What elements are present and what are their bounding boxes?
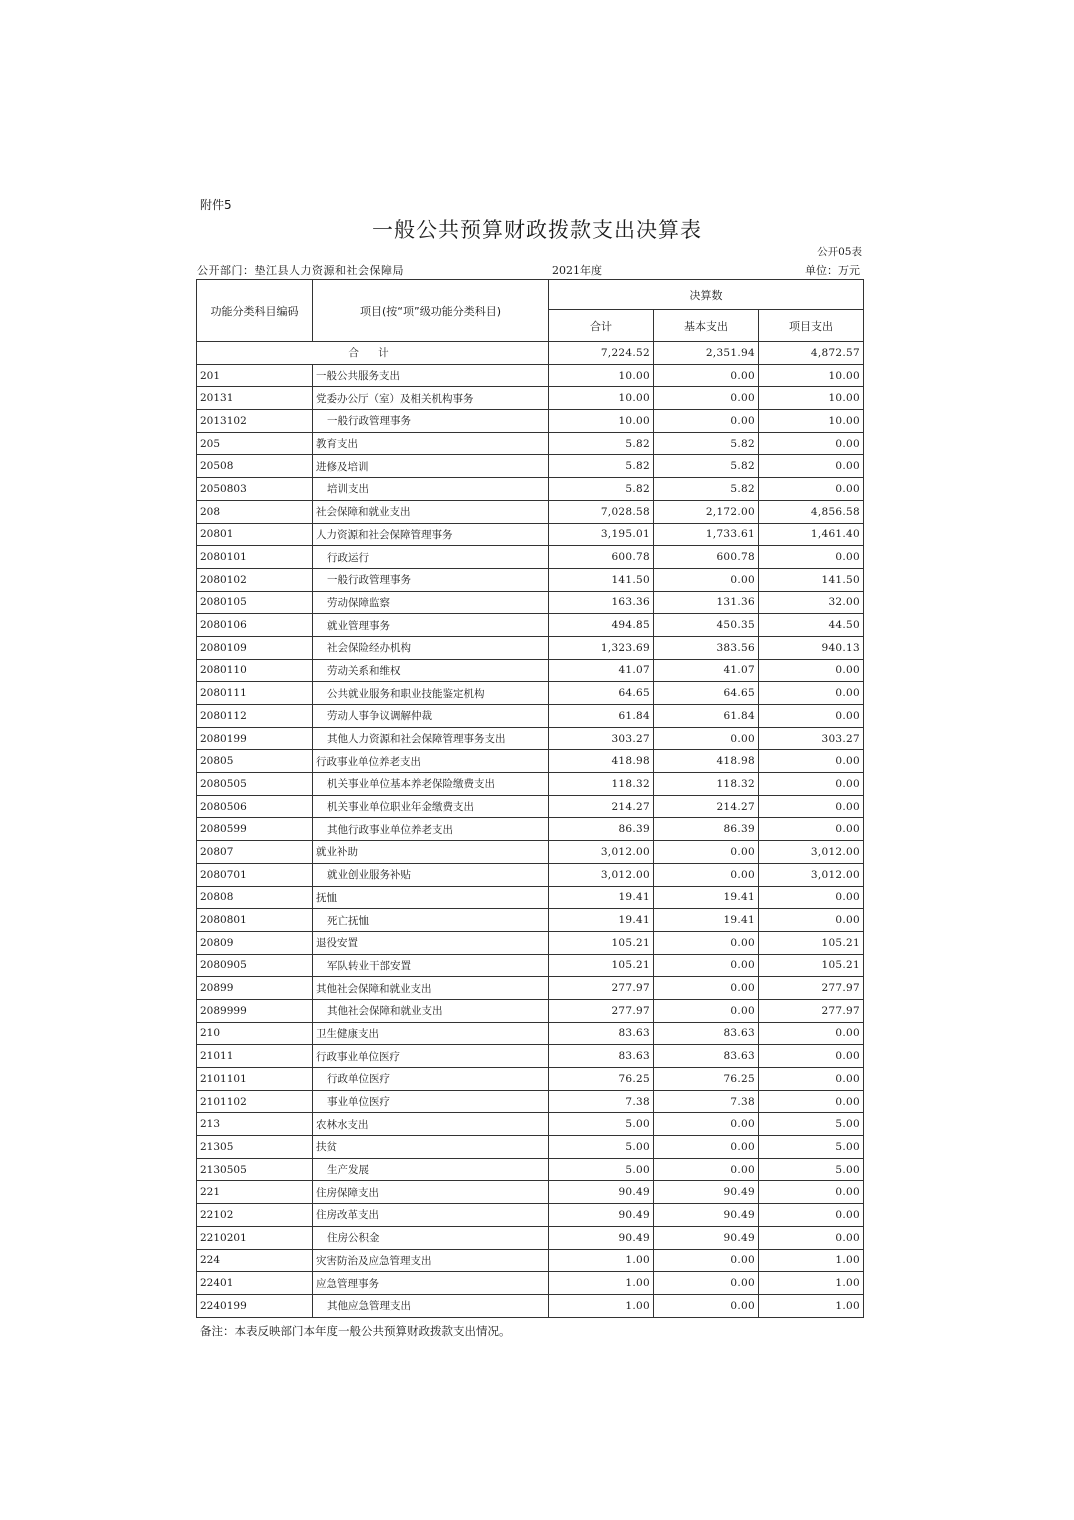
row-project: 940.13 <box>759 636 864 659</box>
row-name: 扶贫 <box>313 1136 549 1159</box>
row-basic: 76.25 <box>654 1068 759 1091</box>
table-row <box>197 455 864 478</box>
row-total: 105.21 <box>549 954 654 977</box>
table-row <box>197 977 864 1000</box>
row-total: 7,028.58 <box>549 500 654 523</box>
row-name: 就业补助 <box>313 841 549 864</box>
table-row <box>197 636 864 659</box>
row-basic: 1,733.61 <box>654 523 759 546</box>
row-project: 0.00 <box>759 773 864 796</box>
row-code: 2130505 <box>197 1158 313 1181</box>
table-row <box>197 750 864 773</box>
attachment-label: 附件5 <box>200 198 232 212</box>
total-label: 合 计 <box>197 342 549 365</box>
row-name: 其他社会保障和就业支出 <box>313 999 549 1022</box>
row-code: 2210201 <box>197 1226 313 1249</box>
row-name: 生产发展 <box>313 1158 549 1181</box>
row-code: 224 <box>197 1249 313 1272</box>
row-project: 277.97 <box>759 999 864 1022</box>
row-name: 公共就业服务和职业技能鉴定机构 <box>313 682 549 705</box>
row-project: 0.00 <box>759 432 864 455</box>
row-project: 32.00 <box>759 591 864 614</box>
row-project: 277.97 <box>759 977 864 1000</box>
header-basic: 基本支出 <box>654 310 759 342</box>
row-total: 83.63 <box>549 1022 654 1045</box>
row-project: 3,012.00 <box>759 841 864 864</box>
row-basic: 0.00 <box>654 387 759 410</box>
row-name: 灾害防治及应急管理支出 <box>313 1249 549 1272</box>
row-name: 进修及培训 <box>313 455 549 478</box>
row-total: 163.36 <box>549 591 654 614</box>
header-group: 决算数 <box>549 280 864 310</box>
row-basic: 0.00 <box>654 1249 759 1272</box>
row-total: 86.39 <box>549 818 654 841</box>
row-code: 22401 <box>197 1272 313 1295</box>
table-row <box>197 705 864 728</box>
row-basic: 131.36 <box>654 591 759 614</box>
row-total: 83.63 <box>549 1045 654 1068</box>
row-basic: 214.27 <box>654 795 759 818</box>
row-name: 教育支出 <box>313 432 549 455</box>
row-basic: 0.00 <box>654 1113 759 1136</box>
table-row <box>197 1294 864 1317</box>
row-code: 20508 <box>197 455 313 478</box>
row-name: 其他行政事业单位养老支出 <box>313 818 549 841</box>
row-project: 0.00 <box>759 886 864 909</box>
row-project: 3,012.00 <box>759 863 864 886</box>
row-total: 19.41 <box>549 909 654 932</box>
row-total: 64.65 <box>549 682 654 705</box>
row-name: 其他人力资源和社会保障管理事务支出 <box>313 727 549 750</box>
row-project: 0.00 <box>759 1204 864 1227</box>
row-code: 2080505 <box>197 773 313 796</box>
row-code: 2080111 <box>197 682 313 705</box>
row-project: 1.00 <box>759 1272 864 1295</box>
table-row <box>197 1045 864 1068</box>
footnote: 备注：本表反映部门本年度一般公共预算财政拨款支出情况。 <box>200 1324 511 1338</box>
table-row <box>197 614 864 637</box>
row-basic: 118.32 <box>654 773 759 796</box>
table-row <box>197 909 864 932</box>
row-name: 党委办公厅（室）及相关机构事务 <box>313 387 549 410</box>
table-row <box>197 1113 864 1136</box>
table-row <box>197 841 864 864</box>
row-total: 5.82 <box>549 455 654 478</box>
row-code: 2080801 <box>197 909 313 932</box>
row-project: 0.00 <box>759 1022 864 1045</box>
row-total: 5.82 <box>549 478 654 501</box>
row-code: 201 <box>197 364 313 387</box>
row-total: 277.97 <box>549 999 654 1022</box>
row-name: 退役安置 <box>313 931 549 954</box>
row-basic: 0.00 <box>654 841 759 864</box>
table-row <box>197 1158 864 1181</box>
table-row <box>197 568 864 591</box>
table-row <box>197 591 864 614</box>
total-total: 7,224.52 <box>549 342 654 365</box>
row-project: 0.00 <box>759 455 864 478</box>
row-name: 其他社会保障和就业支出 <box>313 977 549 1000</box>
row-total: 1.00 <box>549 1249 654 1272</box>
row-project: 0.00 <box>759 682 864 705</box>
row-code: 210 <box>197 1022 313 1045</box>
total-basic: 2,351.94 <box>654 342 759 365</box>
row-code: 2080102 <box>197 568 313 591</box>
total-row <box>197 342 864 365</box>
row-total: 3,012.00 <box>549 841 654 864</box>
row-name: 行政事业单位养老支出 <box>313 750 549 773</box>
row-name: 住房公积金 <box>313 1226 549 1249</box>
row-code: 2080109 <box>197 636 313 659</box>
row-code: 213 <box>197 1113 313 1136</box>
table-row <box>197 773 864 796</box>
row-name: 就业创业服务补贴 <box>313 863 549 886</box>
table-row <box>197 727 864 750</box>
table-row <box>197 1022 864 1045</box>
row-basic: 0.00 <box>654 1158 759 1181</box>
row-name: 行政运行 <box>313 546 549 569</box>
row-code: 21011 <box>197 1045 313 1068</box>
row-project: 0.00 <box>759 1181 864 1204</box>
expenditure-table <box>196 279 864 1318</box>
row-project: 1,461.40 <box>759 523 864 546</box>
row-project: 10.00 <box>759 410 864 433</box>
table-row <box>197 1068 864 1091</box>
unit-label: 单位：万元 <box>805 264 860 277</box>
row-total: 61.84 <box>549 705 654 728</box>
header-code: 功能分类科目编码 <box>197 280 313 342</box>
row-project: 4,856.58 <box>759 500 864 523</box>
row-project: 105.21 <box>759 954 864 977</box>
row-basic: 64.65 <box>654 682 759 705</box>
row-total: 105.21 <box>549 931 654 954</box>
total-project: 4,872.57 <box>759 342 864 365</box>
table-row <box>197 954 864 977</box>
row-name: 死亡抚恤 <box>313 909 549 932</box>
row-name: 住房改革支出 <box>313 1204 549 1227</box>
row-basic: 7.38 <box>654 1090 759 1113</box>
row-project: 1.00 <box>759 1294 864 1317</box>
row-name: 抚恤 <box>313 886 549 909</box>
header-item: 项目(按“项”级功能分类科目) <box>313 280 549 342</box>
row-code: 20899 <box>197 977 313 1000</box>
row-project: 0.00 <box>759 818 864 841</box>
row-name: 其他应急管理支出 <box>313 1294 549 1317</box>
table-row <box>197 659 864 682</box>
row-total: 3,195.01 <box>549 523 654 546</box>
row-total: 277.97 <box>549 977 654 1000</box>
header-total: 合计 <box>549 310 654 342</box>
table-row <box>197 682 864 705</box>
row-basic: 0.00 <box>654 999 759 1022</box>
row-total: 90.49 <box>549 1181 654 1204</box>
row-project: 5.00 <box>759 1158 864 1181</box>
department-label: 公开部门：垫江县人力资源和社会保障局 <box>197 264 404 277</box>
row-basic: 5.82 <box>654 478 759 501</box>
row-name: 机关事业单位基本养老保险缴费支出 <box>313 773 549 796</box>
row-code: 2101101 <box>197 1068 313 1091</box>
row-basic: 600.78 <box>654 546 759 569</box>
row-basic: 5.82 <box>654 432 759 455</box>
row-basic: 19.41 <box>654 886 759 909</box>
row-total: 141.50 <box>549 568 654 591</box>
row-basic: 41.07 <box>654 659 759 682</box>
table-row <box>197 410 864 433</box>
row-name: 应急管理事务 <box>313 1272 549 1295</box>
row-basic: 0.00 <box>654 863 759 886</box>
row-code: 20808 <box>197 886 313 909</box>
row-project: 0.00 <box>759 546 864 569</box>
row-total: 5.00 <box>549 1136 654 1159</box>
row-total: 3,012.00 <box>549 863 654 886</box>
table-body <box>197 342 864 1318</box>
table-row <box>197 818 864 841</box>
row-name: 农林水支出 <box>313 1113 549 1136</box>
row-basic: 0.00 <box>654 727 759 750</box>
row-basic: 0.00 <box>654 364 759 387</box>
row-project: 0.00 <box>759 659 864 682</box>
row-project: 5.00 <box>759 1113 864 1136</box>
row-total: 10.00 <box>549 410 654 433</box>
row-basic: 0.00 <box>654 931 759 954</box>
meta-row <box>197 262 862 276</box>
row-name: 就业管理事务 <box>313 614 549 637</box>
row-code: 2080506 <box>197 795 313 818</box>
row-project: 1.00 <box>759 1249 864 1272</box>
row-code: 2080105 <box>197 591 313 614</box>
row-code: 2080101 <box>197 546 313 569</box>
row-total: 5.00 <box>549 1113 654 1136</box>
row-code: 2080701 <box>197 863 313 886</box>
row-project: 0.00 <box>759 795 864 818</box>
row-basic: 61.84 <box>654 705 759 728</box>
row-project: 0.00 <box>759 750 864 773</box>
year-label: 2021年度 <box>552 264 602 277</box>
row-basic: 90.49 <box>654 1226 759 1249</box>
row-code: 2080110 <box>197 659 313 682</box>
row-name: 劳动关系和维权 <box>313 659 549 682</box>
table-row <box>197 546 864 569</box>
row-name: 机关事业单位职业年金缴费支出 <box>313 795 549 818</box>
row-total: 1,323.69 <box>549 636 654 659</box>
row-code: 2080106 <box>197 614 313 637</box>
row-project: 105.21 <box>759 931 864 954</box>
table-row <box>197 364 864 387</box>
row-basic: 0.00 <box>654 410 759 433</box>
row-code: 221 <box>197 1181 313 1204</box>
row-total: 5.82 <box>549 432 654 455</box>
row-project: 0.00 <box>759 705 864 728</box>
row-code: 22102 <box>197 1204 313 1227</box>
table-row <box>197 1181 864 1204</box>
header-project: 项目支出 <box>759 310 864 342</box>
row-name: 人力资源和社会保障管理事务 <box>313 523 549 546</box>
row-project: 10.00 <box>759 364 864 387</box>
row-code: 2080599 <box>197 818 313 841</box>
table-row <box>197 999 864 1022</box>
row-basic: 90.49 <box>654 1204 759 1227</box>
row-code: 20809 <box>197 931 313 954</box>
row-name: 社会保障和就业支出 <box>313 500 549 523</box>
row-project: 10.00 <box>759 387 864 410</box>
row-project: 0.00 <box>759 1068 864 1091</box>
table-row <box>197 500 864 523</box>
row-code: 21305 <box>197 1136 313 1159</box>
row-project: 0.00 <box>759 909 864 932</box>
row-name: 劳动保障监察 <box>313 591 549 614</box>
row-total: 214.27 <box>549 795 654 818</box>
row-basic: 450.35 <box>654 614 759 637</box>
row-name: 一般行政管理事务 <box>313 410 549 433</box>
row-total: 418.98 <box>549 750 654 773</box>
row-total: 7.38 <box>549 1090 654 1113</box>
row-name: 行政事业单位医疗 <box>313 1045 549 1068</box>
row-total: 19.41 <box>549 886 654 909</box>
table-row <box>197 886 864 909</box>
row-basic: 86.39 <box>654 818 759 841</box>
row-total: 10.00 <box>549 387 654 410</box>
row-project: 5.00 <box>759 1136 864 1159</box>
row-code: 20801 <box>197 523 313 546</box>
table-row <box>197 1226 864 1249</box>
row-name: 行政单位医疗 <box>313 1068 549 1091</box>
table-row <box>197 478 864 501</box>
table-row <box>197 523 864 546</box>
row-total: 90.49 <box>549 1226 654 1249</box>
row-name: 事业单位医疗 <box>313 1090 549 1113</box>
row-project: 141.50 <box>759 568 864 591</box>
row-code: 2080112 <box>197 705 313 728</box>
row-basic: 19.41 <box>654 909 759 932</box>
table-row <box>197 1090 864 1113</box>
row-total: 90.49 <box>549 1204 654 1227</box>
row-code: 20131 <box>197 387 313 410</box>
row-basic: 0.00 <box>654 568 759 591</box>
row-basic: 0.00 <box>654 977 759 1000</box>
row-total: 1.00 <box>549 1294 654 1317</box>
row-code: 2013102 <box>197 410 313 433</box>
row-project: 303.27 <box>759 727 864 750</box>
row-code: 2080905 <box>197 954 313 977</box>
row-total: 600.78 <box>549 546 654 569</box>
row-basic: 0.00 <box>654 1294 759 1317</box>
table-row <box>197 387 864 410</box>
table-row <box>197 863 864 886</box>
row-project: 0.00 <box>759 478 864 501</box>
row-name: 劳动人事争议调解仲裁 <box>313 705 549 728</box>
row-name: 社会保险经办机构 <box>313 636 549 659</box>
row-total: 1.00 <box>549 1272 654 1295</box>
page-title: 一般公共预算财政拨款支出决算表 <box>372 218 702 242</box>
row-code: 2240199 <box>197 1294 313 1317</box>
row-basic: 0.00 <box>654 1136 759 1159</box>
row-name: 培训支出 <box>313 478 549 501</box>
row-basic: 5.82 <box>654 455 759 478</box>
table-row <box>197 1136 864 1159</box>
row-name: 住房保障支出 <box>313 1181 549 1204</box>
row-name: 一般行政管理事务 <box>313 568 549 591</box>
row-code: 2080199 <box>197 727 313 750</box>
row-total: 41.07 <box>549 659 654 682</box>
row-basic: 383.56 <box>654 636 759 659</box>
table-row <box>197 1249 864 1272</box>
row-code: 2101102 <box>197 1090 313 1113</box>
row-code: 208 <box>197 500 313 523</box>
row-project: 0.00 <box>759 1090 864 1113</box>
row-total: 10.00 <box>549 364 654 387</box>
table-row <box>197 432 864 455</box>
row-total: 303.27 <box>549 727 654 750</box>
row-code: 205 <box>197 432 313 455</box>
row-total: 494.85 <box>549 614 654 637</box>
table-row <box>197 795 864 818</box>
row-basic: 90.49 <box>654 1181 759 1204</box>
table-row <box>197 1272 864 1295</box>
row-basic: 2,172.00 <box>654 500 759 523</box>
row-code: 2050803 <box>197 478 313 501</box>
row-project: 44.50 <box>759 614 864 637</box>
table-row <box>197 931 864 954</box>
row-total: 118.32 <box>549 773 654 796</box>
row-basic: 418.98 <box>654 750 759 773</box>
row-name: 一般公共服务支出 <box>313 364 549 387</box>
row-total: 5.00 <box>549 1158 654 1181</box>
row-basic: 83.63 <box>654 1045 759 1068</box>
row-name: 军队转业干部安置 <box>313 954 549 977</box>
row-project: 0.00 <box>759 1226 864 1249</box>
row-code: 20805 <box>197 750 313 773</box>
row-basic: 83.63 <box>654 1022 759 1045</box>
table-row <box>197 1204 864 1227</box>
row-basic: 0.00 <box>654 954 759 977</box>
row-project: 0.00 <box>759 1045 864 1068</box>
row-total: 76.25 <box>549 1068 654 1091</box>
row-name: 卫生健康支出 <box>313 1022 549 1045</box>
row-basic: 0.00 <box>654 1272 759 1295</box>
form-id: 公开05表 <box>817 246 862 258</box>
row-code: 20807 <box>197 841 313 864</box>
row-code: 2089999 <box>197 999 313 1022</box>
